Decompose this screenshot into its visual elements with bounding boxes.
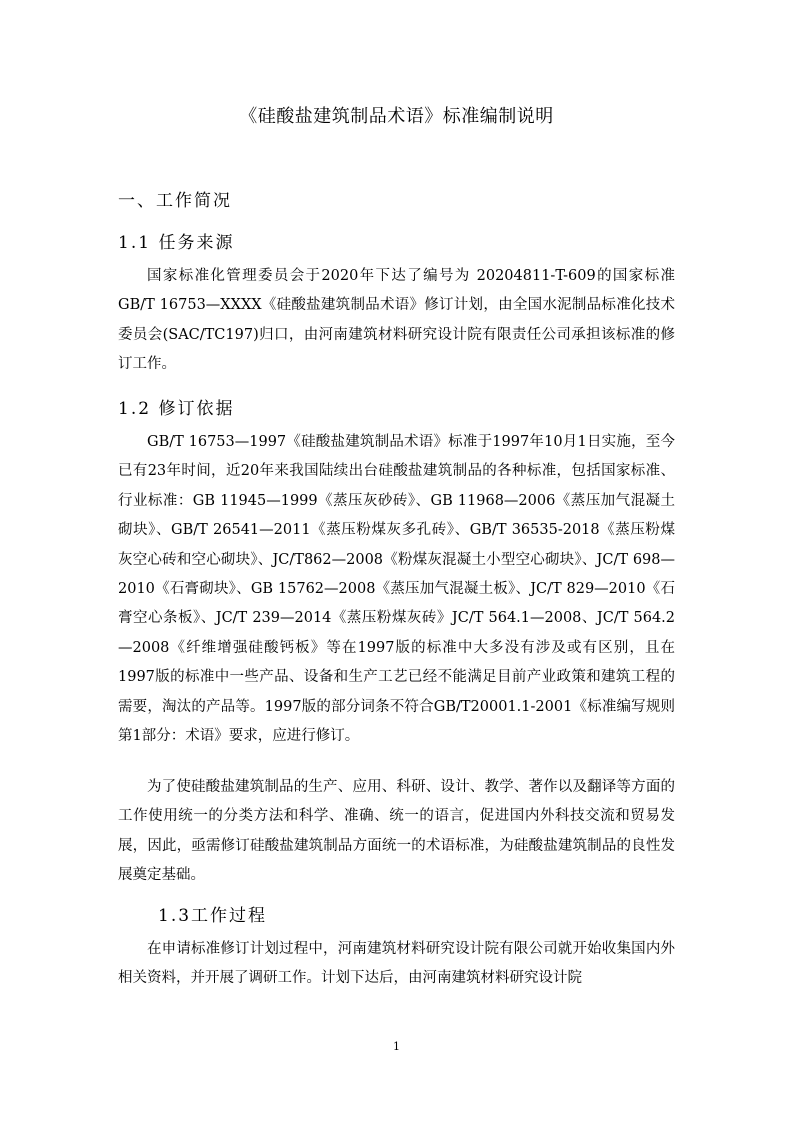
- document-title: 《硅酸盐建筑制品术语》标准编制说明: [239, 106, 554, 127]
- page-number: 1: [393, 1040, 400, 1053]
- section-heading-revision-basis: 1.2 修订依据: [118, 399, 235, 419]
- section-heading-work-process: 1.3工作过程: [158, 906, 268, 926]
- paragraph-task-source: 国家标准化管理委员会于2020年下达了编号为 20204811-T-609的国家标准GB/T 16753—XXXX《硅酸盐建筑制品术语》修订计划，由全国水泥制品标准化技术委员会(SAC/TC197)归口，由河南建筑材料研究设计院有限责任公司承担该标准的修订工作。: [118, 268, 675, 373]
- paragraph-revision-purpose: 为了使硅酸盐建筑制品的生产、应用、科研、设计、教学、著作以及翻译等方面的工作使用统一的分类方法和科学、准确、统一的语言，促进国内外科技交流和贸易发展，因此，亟需修订硅酸盐建筑制品方面统一的术语标准，为硅酸盐建筑制品的良性发展奠定基础。: [118, 779, 675, 884]
- paragraph-work-process: 在申请标准修订计划过程中，河南建筑材料研究设计院有限公司就开始收集国内外相关资料，并开展了调研工作。计划下达后，由河南建筑材料研究设计院: [118, 941, 675, 987]
- section-heading-work-overview: 一、工作简况: [118, 191, 232, 211]
- paragraph-revision-basis: GB/T 16753—1997《硅酸盐建筑制品术语》标准于1997年10月1日实施，至今已有23年时间，近20年来我国陆续出台硅酸盐建筑制品的各种标准，包括国家标准、行业标准：GB 11945—1999《蒸压灰砂砖》、GB 11968—2006《蒸压加气混凝土砌块》、GB/T 26541—2011《蒸压粉煤灰多孔砖》、GB/T 36535-2018《蒸压粉煤灰空心砖和空心砌块》、JC/T862—2008《粉煤灰混凝土小型空心砌块》、JC/T 698—2010《石膏砌块》、GB 15762—2008《蒸压加气混凝土板》、JC/T 829—2010《石膏空心条板》、JC/T 239—2014《蒸压粉煤灰砖》JC/T 564.1—2008、JC/T 564.2—2008《纤维增强硅酸钙板》等在1997版的标准中大多没有涉及或有区别，且在1997版的标准中一些产品、设备和生产工艺已经不能满足目前产业政策和建筑工程的需要，淘汰的产品等。1997版的部分词条不符合GB/T20001.1-2001《标准编写规则 第1部分：术语》要求，应进行修订。: [118, 434, 675, 745]
- section-heading-task-source: 1.1 任务来源: [118, 233, 235, 253]
